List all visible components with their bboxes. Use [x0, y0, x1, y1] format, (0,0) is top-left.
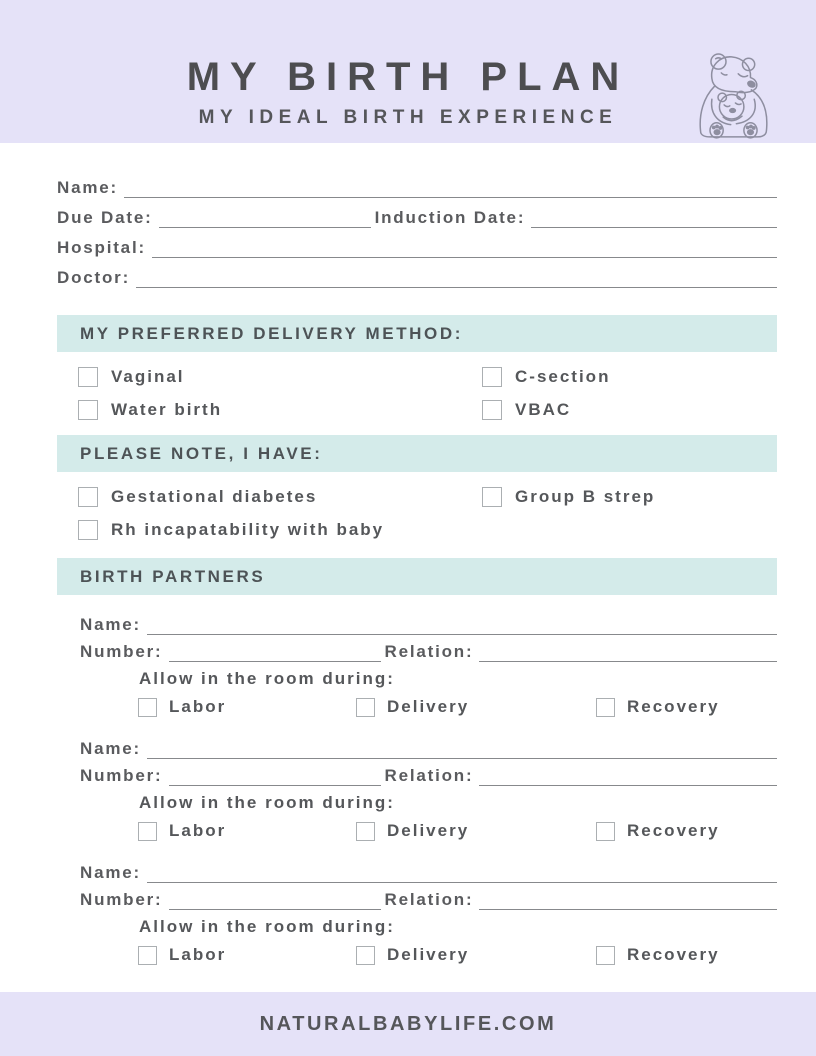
please-note-heading-label: PLEASE NOTE, I HAVE:	[80, 443, 323, 463]
partner-number-input-line[interactable]	[169, 638, 381, 662]
birth-partner-block-1	[57, 608, 777, 719]
stage-label: Labor	[169, 945, 227, 964]
name-label: Name:	[57, 178, 118, 197]
option-labor	[138, 943, 356, 967]
option-delivery	[356, 943, 596, 967]
partner-name-input-line[interactable]	[147, 611, 777, 635]
option-labor	[138, 695, 356, 719]
header	[0, 0, 816, 143]
option-label: VBAC	[515, 400, 572, 419]
checkbox-recovery[interactable]	[596, 698, 615, 717]
checkbox-delivery[interactable]	[356, 822, 375, 841]
partner-relation-label: Relation:	[384, 766, 474, 785]
option-recovery	[596, 943, 720, 967]
partner-number-input-line[interactable]	[169, 762, 381, 786]
induction-date-input-line[interactable]	[531, 204, 777, 228]
partner-name-label: Name:	[80, 739, 141, 758]
stage-label: Recovery	[627, 945, 720, 964]
checkbox-delivery[interactable]	[356, 946, 375, 965]
partner-name-input-line[interactable]	[147, 859, 777, 883]
checkbox-water-birth[interactable]	[78, 400, 98, 420]
delivery-method-heading-label: MY PREFERRED DELIVERY METHOD:	[80, 323, 464, 343]
stage-label: Labor	[169, 697, 227, 716]
checkbox-vbac[interactable]	[482, 400, 502, 420]
dates-field-row	[57, 198, 777, 228]
partner-name-row	[57, 608, 777, 635]
partner-number-row	[57, 883, 777, 910]
option-c-section	[482, 365, 777, 389]
induction-date-label: Induction Date:	[374, 208, 526, 227]
section-heading-delivery-method	[57, 315, 777, 352]
allow-in-room-label: Allow in the room during:	[139, 793, 395, 812]
partner-name-label: Name:	[80, 863, 141, 882]
option-group-b-strep	[482, 485, 777, 509]
partner-name-label: Name:	[80, 615, 141, 634]
name-field-row	[57, 168, 777, 198]
partner-number-row	[57, 635, 777, 662]
checkbox-group-b-strep[interactable]	[482, 487, 502, 507]
page-subtitle: MY IDEAL BIRTH EXPERIENCE	[198, 107, 618, 128]
option-water-birth	[78, 398, 482, 422]
due-date-input-line[interactable]	[159, 204, 371, 228]
option-label: Water birth	[111, 400, 223, 419]
partner-number-label: Number:	[80, 766, 163, 785]
stage-label: Delivery	[387, 821, 470, 840]
option-vaginal	[78, 365, 482, 389]
birth-partner-block-2	[57, 732, 777, 843]
delivery-method-options	[78, 365, 777, 422]
birth-partner-block-3	[57, 856, 777, 967]
doctor-field-row	[57, 258, 777, 288]
stage-label: Delivery	[387, 945, 470, 964]
option-label: C-section	[515, 367, 611, 386]
partner-name-input-line[interactable]	[147, 735, 777, 759]
birth-partners-heading-label: BIRTH PARTNERS	[80, 566, 266, 586]
checkbox-recovery[interactable]	[596, 822, 615, 841]
checkbox-labor[interactable]	[138, 698, 157, 717]
checkbox-gestational-diabetes[interactable]	[78, 487, 98, 507]
checkbox-rh-incompatibility[interactable]	[78, 520, 98, 540]
partner-number-label: Number:	[80, 890, 163, 909]
name-input-line[interactable]	[124, 174, 777, 198]
partner-relation-label: Relation:	[384, 642, 474, 661]
allow-in-room-label: Allow in the room during:	[139, 669, 395, 688]
hospital-field-row	[57, 228, 777, 258]
partner-relation-input-line[interactable]	[479, 638, 777, 662]
checkbox-recovery[interactable]	[596, 946, 615, 965]
website-url: NATURALBABYLIFE.COM	[259, 1012, 557, 1035]
option-delivery	[356, 819, 596, 843]
checkbox-vaginal[interactable]	[78, 367, 98, 387]
doctor-input-line[interactable]	[136, 264, 777, 288]
option-recovery	[596, 819, 720, 843]
option-label: Group B strep	[515, 487, 656, 506]
partner-relation-input-line[interactable]	[479, 886, 777, 910]
section-heading-please-note	[57, 435, 777, 472]
option-label: Vaginal	[111, 367, 185, 386]
option-label: Rh incapatability with baby	[111, 520, 385, 539]
option-recovery	[596, 695, 720, 719]
hospital-label: Hospital:	[57, 238, 146, 257]
partner-stage-options	[138, 695, 777, 719]
partner-name-row	[57, 732, 777, 759]
please-note-options	[78, 485, 777, 542]
partner-name-row	[57, 856, 777, 883]
option-vbac	[482, 398, 777, 422]
mother-bear-logo-icon	[694, 50, 774, 140]
partner-number-label: Number:	[80, 642, 163, 661]
checkbox-c-section[interactable]	[482, 367, 502, 387]
partner-number-input-line[interactable]	[169, 886, 381, 910]
option-delivery	[356, 695, 596, 719]
checkbox-delivery[interactable]	[356, 698, 375, 717]
option-gestational-diabetes	[78, 485, 482, 509]
stage-label: Delivery	[387, 697, 470, 716]
option-rh-incompatibility	[78, 518, 482, 542]
checkbox-labor[interactable]	[138, 822, 157, 841]
form-content	[0, 168, 816, 967]
checkbox-labor[interactable]	[138, 946, 157, 965]
doctor-label: Doctor:	[57, 268, 131, 287]
partner-relation-input-line[interactable]	[479, 762, 777, 786]
partner-stage-options	[138, 819, 777, 843]
stage-label: Recovery	[627, 821, 720, 840]
partner-number-row	[57, 759, 777, 786]
due-date-label: Due Date:	[57, 208, 153, 227]
partner-relation-label: Relation:	[384, 890, 474, 909]
stage-label: Labor	[169, 821, 227, 840]
hospital-input-line[interactable]	[152, 234, 777, 258]
stage-label: Recovery	[627, 697, 720, 716]
allow-in-room-label: Allow in the room during:	[139, 917, 395, 936]
page-title: MY BIRTH PLAN	[186, 55, 630, 99]
partner-stage-options	[138, 943, 777, 967]
option-labor	[138, 819, 356, 843]
option-label: Gestational diabetes	[111, 487, 318, 506]
section-heading-birth-partners	[57, 558, 777, 595]
footer	[0, 992, 816, 1056]
